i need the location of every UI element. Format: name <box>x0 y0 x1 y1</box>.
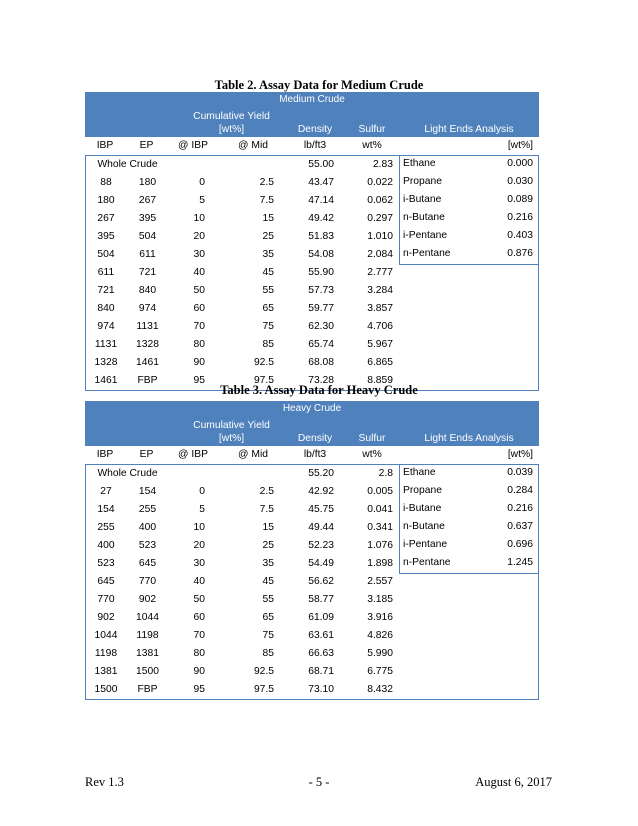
table-row <box>86 645 540 663</box>
cell-ibp: 974 <box>97 321 115 332</box>
cell-density: 51.83 <box>308 231 334 242</box>
cell-density: 52.23 <box>308 540 334 551</box>
table-2-title: Table 2. Assay Data for Medium Crude <box>214 78 424 92</box>
whole-crude-sulfur: 2.83 <box>372 159 393 170</box>
col-density-unit: lb/ft3 <box>303 140 327 151</box>
cell-sulfur: 0.041 <box>367 504 393 515</box>
cell-density: 68.08 <box>308 357 334 368</box>
cell-ep: FBP <box>137 375 158 386</box>
cell-at-mid: 15 <box>262 522 274 533</box>
cell-at-ibp: 50 <box>193 285 205 296</box>
table-row <box>86 663 540 681</box>
light-ends-label: Light Ends Analysis <box>424 433 514 444</box>
table-row <box>86 609 540 627</box>
cell-ibp: 1381 <box>94 666 118 677</box>
cell-at-mid: 35 <box>262 249 274 260</box>
cum-yield-label: Cumulative Yield <box>193 420 270 431</box>
cell-ibp: 504 <box>97 249 115 260</box>
cell-sulfur: 3.284 <box>367 285 393 296</box>
cell-ep: 1044 <box>136 612 159 623</box>
col-density-unit: lb/ft3 <box>303 449 327 460</box>
cell-at-mid: 97.5 <box>253 375 274 386</box>
cell-at-mid: 15 <box>262 213 274 224</box>
light-end-value: 0.030 <box>507 176 533 187</box>
cell-at-mid: 92.5 <box>253 357 274 368</box>
density-label: Density <box>297 433 333 444</box>
light-end-value: 0.696 <box>507 539 533 550</box>
light-end-component: n-Pentane <box>403 557 451 568</box>
cell-at-mid: 85 <box>262 648 274 659</box>
table-row <box>86 264 540 282</box>
cell-at-ibp: 5 <box>199 195 205 206</box>
cell-density: 49.44 <box>308 522 334 533</box>
cell-at-ibp: 95 <box>193 684 205 695</box>
cell-sulfur: 5.967 <box>367 339 393 350</box>
cell-at-mid: 7.5 <box>259 195 274 206</box>
whole-crude-density: 55.00 <box>308 159 334 170</box>
light-end-component: i-Pentane <box>403 539 448 550</box>
light-ends-row <box>400 245 538 263</box>
light-ends-row <box>400 464 538 482</box>
light-ends-row <box>400 500 538 518</box>
light-ends-label: Light Ends Analysis <box>424 124 514 135</box>
cell-ep: 523 <box>138 540 157 551</box>
col-at-ibp: @ IBP <box>178 140 208 151</box>
cell-sulfur: 4.706 <box>367 321 393 332</box>
cell-density: 45.75 <box>308 504 334 515</box>
cell-ep: 1381 <box>136 648 159 659</box>
cell-sulfur: 1.898 <box>367 558 393 569</box>
table-row <box>86 318 540 336</box>
table-banner: Medium Crude <box>85 92 539 108</box>
cell-at-mid: 35 <box>262 558 274 569</box>
cell-ibp: 255 <box>97 522 115 533</box>
cell-at-ibp: 80 <box>193 648 205 659</box>
cell-ibp: 902 <box>97 612 115 623</box>
whole-crude-density: 55.20 <box>308 468 334 479</box>
cell-at-mid: 65 <box>262 303 274 314</box>
cell-at-ibp: 20 <box>193 231 205 242</box>
table-3-title: Table 3. Assay Data for Heavy Crude <box>220 383 418 397</box>
table-row <box>86 282 540 300</box>
cell-density: 66.63 <box>308 648 334 659</box>
light-ends-row <box>400 155 538 173</box>
cell-ibp: 1461 <box>94 375 118 386</box>
col-at-mid: @ Mid <box>238 449 268 460</box>
light-ends-row <box>400 554 538 572</box>
table-row <box>86 573 540 591</box>
light-end-value: 0.637 <box>507 521 533 532</box>
cell-ibp: 27 <box>100 486 112 497</box>
cell-density: 68.71 <box>308 666 334 677</box>
footer-date: August 6, 2017 <box>475 775 552 789</box>
light-end-value: 0.284 <box>507 485 533 496</box>
cell-density: 42.92 <box>308 486 334 497</box>
col-ep: EP <box>139 140 154 151</box>
light-end-component: Ethane <box>403 467 436 478</box>
cell-at-mid: 55 <box>262 285 274 296</box>
cell-ibp: 645 <box>97 576 115 587</box>
cell-density: 61.09 <box>308 612 334 623</box>
cell-sulfur: 6.865 <box>367 357 393 368</box>
light-end-value: 0.039 <box>507 467 533 478</box>
column-header-row <box>85 137 539 156</box>
cell-density: 65.74 <box>308 339 334 350</box>
cell-sulfur: 8.859 <box>367 375 393 386</box>
light-end-component: Ethane <box>403 158 436 169</box>
light-end-component: Propane <box>403 176 442 187</box>
cell-ep: 902 <box>138 594 157 605</box>
cell-at-mid: 25 <box>262 231 274 242</box>
cell-at-ibp: 80 <box>193 339 205 350</box>
cell-ibp: 400 <box>97 540 115 551</box>
light-ends-row <box>400 209 538 227</box>
light-end-component: n-Butane <box>403 212 445 223</box>
cell-density: 73.10 <box>308 684 334 695</box>
cell-density: 55.90 <box>308 267 334 278</box>
cell-at-mid: 85 <box>262 339 274 350</box>
whole-crude-label: Whole Crude <box>97 468 158 479</box>
cell-at-ibp: 0 <box>199 486 205 497</box>
light-ends-row <box>400 191 538 209</box>
cell-sulfur: 2.084 <box>367 249 393 260</box>
header-band <box>85 108 539 137</box>
cell-at-ibp: 5 <box>199 504 205 515</box>
cell-ibp: 770 <box>97 594 115 605</box>
cell-ibp: 154 <box>97 504 115 515</box>
cell-density: 58.77 <box>308 594 334 605</box>
cell-density: 73.28 <box>308 375 334 386</box>
light-ends-row <box>400 227 538 245</box>
cell-at-mid: 75 <box>262 321 274 332</box>
cell-at-ibp: 60 <box>193 303 205 314</box>
light-end-component: Propane <box>403 485 442 496</box>
cell-sulfur: 0.005 <box>367 486 393 497</box>
table-row <box>86 300 540 318</box>
light-end-component: n-Butane <box>403 521 445 532</box>
cell-at-mid: 97.5 <box>253 684 274 695</box>
light-ends-row <box>400 482 538 500</box>
light-end-value: 0.216 <box>507 212 533 223</box>
cell-ibp: 840 <box>97 303 115 314</box>
cell-ep: 395 <box>138 213 157 224</box>
cell-sulfur: 3.916 <box>367 612 393 623</box>
sulfur-label: Sulfur <box>358 124 386 135</box>
cell-ep: 1461 <box>136 357 159 368</box>
cell-at-mid: 2.5 <box>259 486 274 497</box>
cell-density: 54.08 <box>308 249 334 260</box>
cum-yield-unit: [wt%] <box>218 124 245 135</box>
cell-density: 54.49 <box>308 558 334 569</box>
cell-at-ibp: 50 <box>193 594 205 605</box>
cell-ep: 645 <box>138 558 157 569</box>
table-row <box>86 627 540 645</box>
cell-at-ibp: 30 <box>193 558 205 569</box>
whole-crude-label: Whole Crude <box>97 159 158 170</box>
cell-sulfur: 8.432 <box>367 684 393 695</box>
cell-sulfur: 6.775 <box>367 666 393 677</box>
cell-sulfur: 3.857 <box>367 303 393 314</box>
col-le-unit: [wt%] <box>507 140 533 151</box>
cell-sulfur: 1.076 <box>367 540 393 551</box>
cell-ibp: 1328 <box>94 357 118 368</box>
cell-sulfur: 2.777 <box>367 267 393 278</box>
cell-at-mid: 92.5 <box>253 666 274 677</box>
table-banner: Heavy Crude <box>85 401 539 417</box>
cell-at-ibp: 40 <box>193 576 205 587</box>
col-at-mid: @ Mid <box>238 140 268 151</box>
cell-ep: 267 <box>138 195 157 206</box>
cell-ep: 1131 <box>136 321 159 332</box>
cell-ep: 611 <box>139 249 156 260</box>
cell-ibp: 721 <box>97 285 115 296</box>
cell-sulfur: 2.557 <box>367 576 393 587</box>
light-end-component: i-Butane <box>403 194 442 205</box>
cell-at-ibp: 90 <box>193 357 205 368</box>
cell-at-ibp: 40 <box>193 267 205 278</box>
col-ibp: IBP <box>96 140 114 151</box>
cell-density: 59.77 <box>308 303 334 314</box>
cell-sulfur: 5.990 <box>367 648 393 659</box>
light-end-value: 0.876 <box>507 248 533 259</box>
table-row <box>86 591 540 609</box>
cell-at-ibp: 30 <box>193 249 205 260</box>
cell-sulfur: 0.297 <box>367 213 393 224</box>
light-ends-box <box>399 155 539 265</box>
cell-density: 43.47 <box>308 177 334 188</box>
light-ends-row <box>400 518 538 536</box>
cell-at-mid: 45 <box>262 267 274 278</box>
cell-ep: 1198 <box>136 630 159 641</box>
cell-at-ibp: 10 <box>193 213 205 224</box>
cell-ep: FBP <box>137 684 158 695</box>
light-end-component: i-Butane <box>403 503 442 514</box>
light-end-component: i-Pentane <box>403 230 448 241</box>
header-band <box>85 417 539 446</box>
cell-ibp: 1500 <box>94 684 118 695</box>
cell-at-ibp: 95 <box>193 375 205 386</box>
cell-ep: 180 <box>138 177 157 188</box>
cell-at-ibp: 20 <box>193 540 205 551</box>
cell-density: 47.14 <box>308 195 334 206</box>
cell-at-ibp: 10 <box>193 522 205 533</box>
light-end-value: 1.245 <box>507 557 533 568</box>
cell-at-mid: 2.5 <box>259 177 274 188</box>
cell-ibp: 611 <box>97 267 115 278</box>
cell-ibp: 1044 <box>94 630 118 641</box>
cell-ibp: 88 <box>100 177 112 188</box>
cell-at-ibp: 70 <box>193 321 205 332</box>
cell-at-mid: 7.5 <box>259 504 274 515</box>
cell-sulfur: 0.062 <box>367 195 393 206</box>
cell-ep: 504 <box>138 231 157 242</box>
cell-at-mid: 65 <box>262 612 274 623</box>
cell-at-mid: 55 <box>262 594 274 605</box>
light-end-value: 0.216 <box>507 503 533 514</box>
cell-density: 49.42 <box>308 213 334 224</box>
light-ends-row <box>400 536 538 554</box>
cell-at-ibp: 60 <box>193 612 205 623</box>
col-le-unit: [wt%] <box>507 449 533 460</box>
light-end-value: 0.089 <box>507 194 533 205</box>
cell-ibp: 267 <box>97 213 115 224</box>
col-sulfur-unit: wt% <box>362 449 382 460</box>
light-end-value: 0.403 <box>507 230 533 241</box>
sulfur-label: Sulfur <box>358 433 386 444</box>
table-row <box>86 336 540 354</box>
cell-sulfur: 0.022 <box>367 177 393 188</box>
cum-yield-label: Cumulative Yield <box>193 111 270 122</box>
cell-ep: 974 <box>138 303 157 314</box>
cell-ep: 400 <box>138 522 157 533</box>
col-sulfur-unit: wt% <box>362 140 382 151</box>
cell-ep: 721 <box>138 267 157 278</box>
cell-ep: 840 <box>138 285 157 296</box>
cell-ibp: 180 <box>97 195 115 206</box>
cell-at-ibp: 90 <box>193 666 205 677</box>
cell-ibp: 523 <box>97 558 115 569</box>
cell-density: 62.30 <box>308 321 334 332</box>
light-end-component: n-Pentane <box>403 248 451 259</box>
light-ends-box <box>399 464 539 574</box>
cell-sulfur: 4.826 <box>367 630 393 641</box>
cell-ibp: 1198 <box>94 648 118 659</box>
light-end-value: 0.000 <box>507 158 533 169</box>
cell-at-ibp: 0 <box>199 177 205 188</box>
cell-ibp: 395 <box>97 231 115 242</box>
col-ep: EP <box>139 449 154 460</box>
cell-at-mid: 75 <box>262 630 274 641</box>
footer-page-number: - 5 - <box>308 775 330 789</box>
cell-ibp: 1131 <box>94 339 118 350</box>
cell-sulfur: 0.341 <box>367 522 393 533</box>
light-ends-row <box>400 173 538 191</box>
cell-ep: 154 <box>138 486 157 497</box>
cell-ep: 770 <box>138 576 157 587</box>
density-label: Density <box>297 124 333 135</box>
table-row <box>86 681 540 699</box>
cell-sulfur: 1.010 <box>367 231 393 242</box>
cell-ep: 255 <box>138 504 157 515</box>
cell-density: 63.61 <box>308 630 334 641</box>
cell-sulfur: 3.185 <box>367 594 393 605</box>
cell-ep: 1328 <box>136 339 159 350</box>
cell-ep: 1500 <box>136 666 159 677</box>
footer-revision: Rev 1.3 <box>85 775 124 789</box>
whole-crude-sulfur: 2.8 <box>378 468 393 479</box>
col-at-ibp: @ IBP <box>178 449 208 460</box>
col-ibp: IBP <box>96 449 114 460</box>
cell-at-ibp: 70 <box>193 630 205 641</box>
cell-density: 57.73 <box>308 285 334 296</box>
table-row <box>86 354 540 372</box>
cell-at-mid: 45 <box>262 576 274 587</box>
cell-at-mid: 25 <box>262 540 274 551</box>
column-header-row <box>85 446 539 465</box>
cell-density: 56.62 <box>308 576 334 587</box>
cum-yield-unit: [wt%] <box>218 433 245 444</box>
